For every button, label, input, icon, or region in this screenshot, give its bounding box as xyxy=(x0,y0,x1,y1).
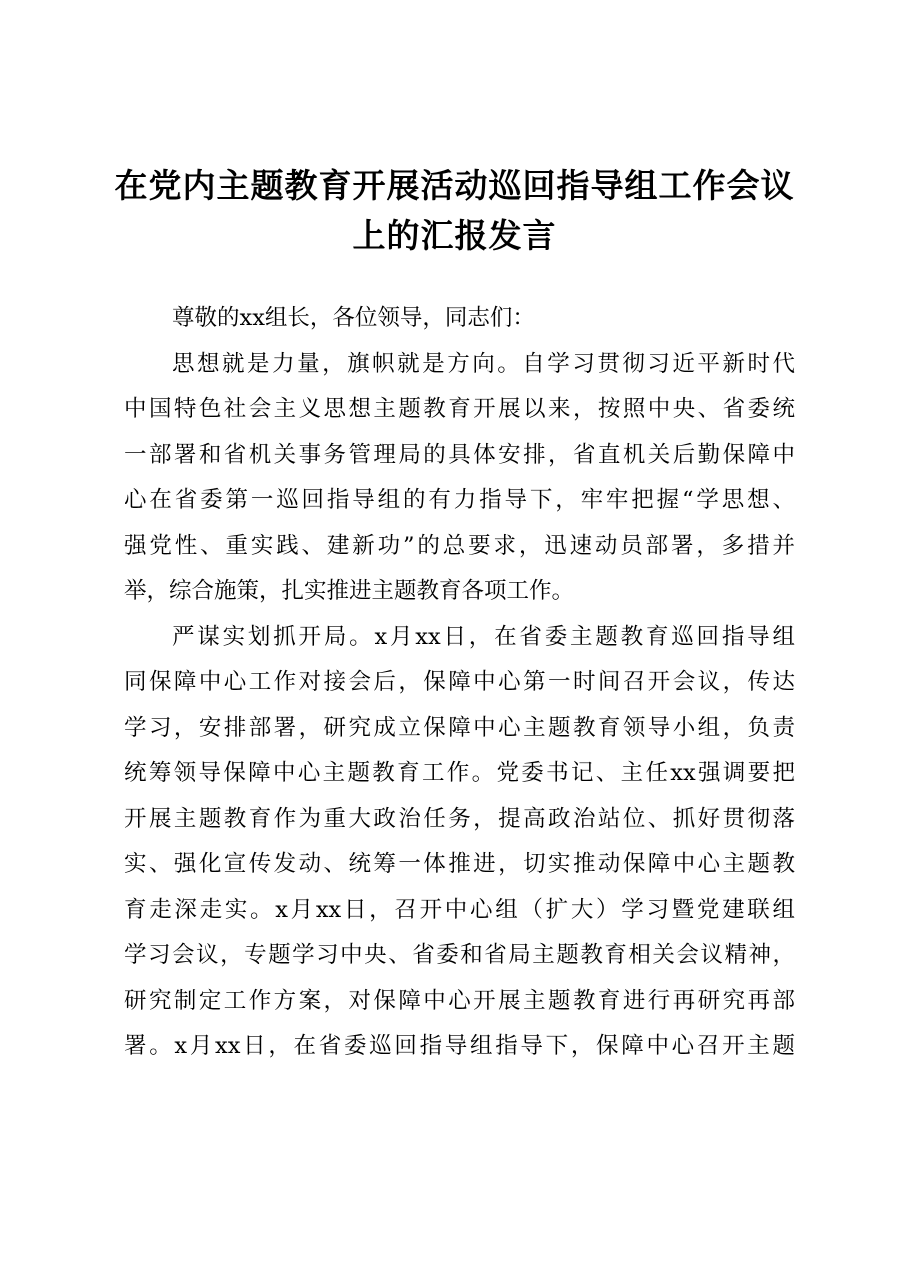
paragraph-1-line: 中国特色社会主义思想主题教育开展以来，按照中央、省委统 xyxy=(124,396,795,422)
paragraph-1-line: 举，综合施策，扎实推进主题教育各项工作。 xyxy=(124,578,575,604)
paragraph-2-line: 统筹领导保障中心主题教育工作。党委书记、主任xx强调要把 xyxy=(124,760,795,786)
paragraph-2-line: 育走深走实。x月xx日，召开中心组（扩大）学习暨党建联组 xyxy=(124,896,795,923)
paragraph-1-line: 一部署和省机关事务管理局的具体安排，省直机关后勤保障中 xyxy=(124,441,795,468)
paragraph-2-line: 实、强化宣传发动、统筹一体推进，切实推动保障中心主题教 xyxy=(124,851,795,877)
paragraph-2-line: 同保障中心工作对接会后，保障中心第一时间召开会议，传达 xyxy=(124,669,795,695)
paragraph-2-line: 学习，安排部署，研究成立保障中心主题教育领导小组，负责 xyxy=(124,714,795,741)
paragraph-2 xyxy=(124,615,795,1070)
document-body xyxy=(124,296,795,1070)
paragraph-2-line: 署。x月xx日，在省委巡回指导组指导下，保障中心召开主题 xyxy=(124,1033,795,1059)
paragraph-2-line: 学习会议，专题学习中央、省委和省局主题教育相关会议精神， xyxy=(124,942,795,968)
paragraph-1-line: 强党性、重实践、建新功”的总要求，迅速动员部署，多措并 xyxy=(124,532,795,559)
paragraph-2-line: 严谋实划抓开局。x月xx日，在省委主题教育巡回指导组 xyxy=(172,623,795,650)
paragraph-2-line: 研究制定工作方案，对保障中心开展主题教育进行再研究再部 xyxy=(124,987,795,1014)
paragraph-1-line: 心在省委第一巡回指导组的有力指导下，牢牢把握“学思想、 xyxy=(124,487,795,513)
paragraph-1 xyxy=(124,342,795,615)
document-title-line-1: 在党内主题教育开展活动巡回指导组工作会议 xyxy=(114,166,795,205)
salutation: 尊敬的xx组长，各位领导，同志们： xyxy=(172,305,535,331)
document-title-line-2: 上的汇报发言 xyxy=(352,216,557,255)
paragraph-2-line: 开展主题教育作为重大政治任务，提高政治站位、抓好贯彻落 xyxy=(124,805,795,832)
paragraph-1-line: 思想就是力量，旗帜就是方向。自学习贯彻习近平新时代 xyxy=(172,350,795,377)
